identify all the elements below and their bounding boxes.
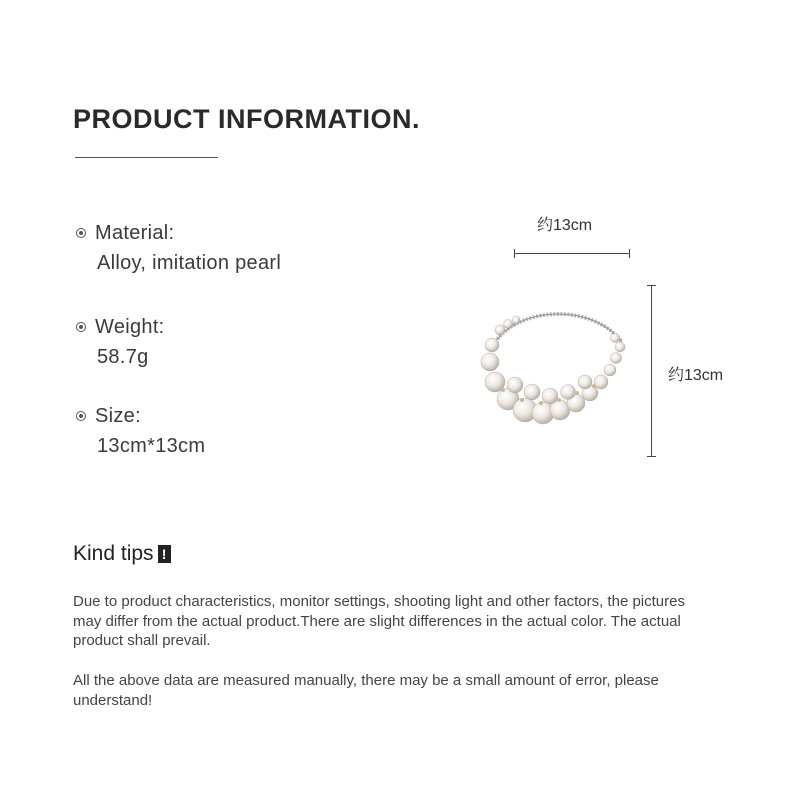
width-dimension-label: 约13cm — [537, 217, 593, 234]
spec-weight — [76, 315, 165, 369]
width-dimension-line — [514, 253, 630, 254]
spec-label: Weight: — [95, 315, 165, 338]
spec-label: Size: — [95, 404, 141, 427]
spec-value: Alloy, imitation pearl — [97, 252, 282, 274]
spec-value: 13cm*13cm — [97, 435, 206, 457]
pearl-bracelet-image — [470, 300, 640, 460]
tips-paragraph: All the above data are measured manually, there may be a small amount of error, please understand! — [73, 672, 659, 709]
spec-size — [76, 404, 205, 458]
bullet-icon — [76, 228, 86, 238]
spec-label: Material: — [95, 221, 175, 244]
kind-tips-label: Kind tips — [73, 542, 154, 565]
spec-value: 58.7g — [97, 346, 149, 368]
spec-material — [76, 221, 281, 275]
tips-paragraph: Due to product characteristics, monitor settings, shooting light and other factors, the pictures may differ from the actual product.There are slight differences in the actual color. The actual product shall prevail. — [73, 593, 685, 649]
kind-tips-heading — [73, 542, 171, 566]
page-title: PRODUCT INFORMATION. — [73, 104, 420, 134]
height-dimension-line — [651, 285, 652, 457]
height-dimension-label: 约13cm — [668, 367, 724, 384]
exclamation-icon: ! — [158, 545, 171, 563]
title-divider — [75, 157, 218, 158]
bullet-icon — [76, 411, 86, 421]
bullet-icon — [76, 322, 86, 332]
